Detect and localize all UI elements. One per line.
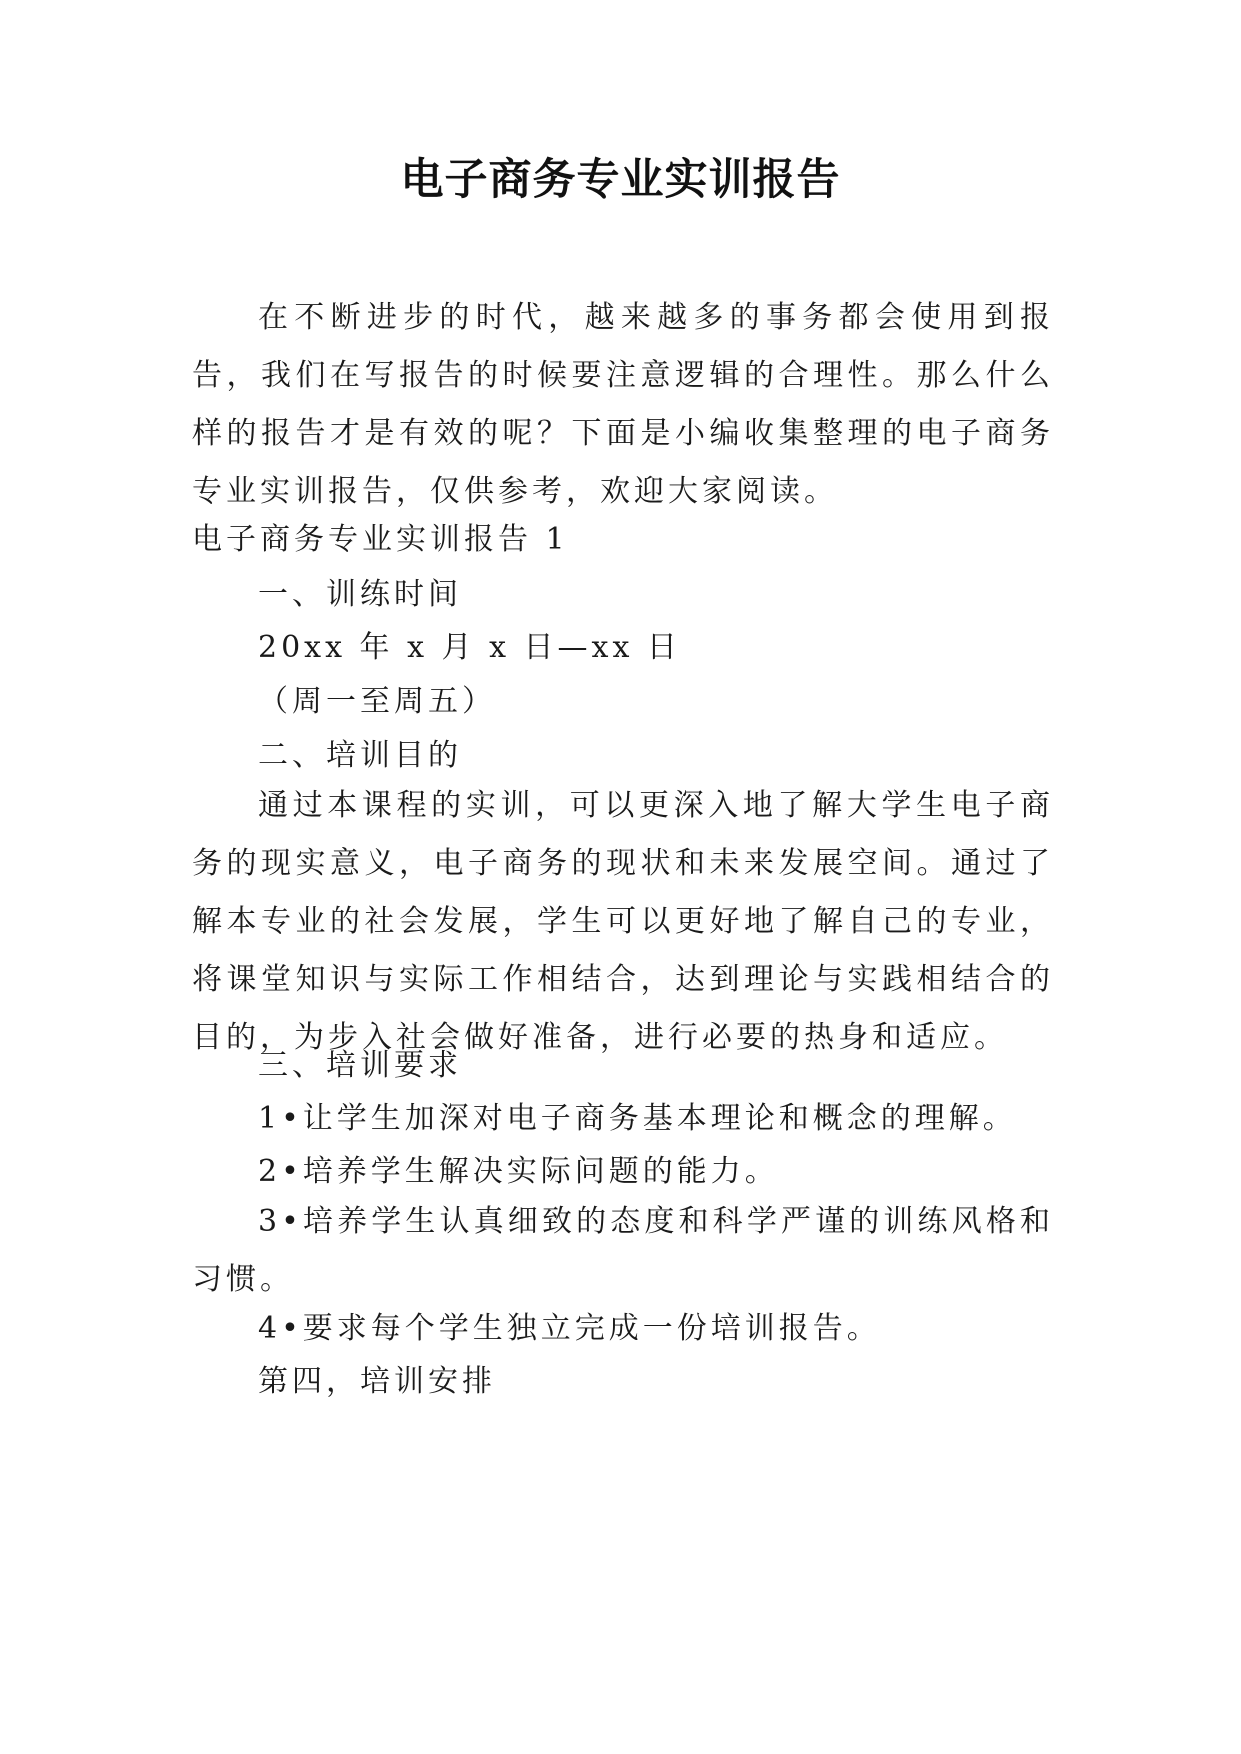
requirement-item: 3•培养学生认真细致的态度和科学严谨的训练风格和习惯。 [192,1204,1054,1297]
requirement-item: 2•培养学生解决实际问题的能力。 [258,1154,779,1189]
requirement-item: 4•要求每个学生独立完成一份培训报告。 [258,1311,881,1346]
intro-paragraph: 在不断进步的时代，越来越多的事务都会使用到报告，我们在写报告的时候要注意逻辑的合理性。那么什么样的报告才是有效的呢？下面是小编收集整理的电子商务专业实训报告，仅供参考，欢迎大家阅读。 [192,300,1054,509]
part3-heading: 三、培训要求 [258,1048,462,1083]
section-heading: 电子商务专业实训报告 1 [192,522,569,557]
part1-heading: 一、训练时间 [258,577,462,612]
requirement-item: 1•让学生加深对电子商务基本理论和概念的理解。 [258,1101,1017,1136]
training-date: 20xx 年 x 月 x 日—xx 日 [258,630,681,665]
document-title: 电子商务专业实训报告 [400,155,841,205]
training-days: （周一至周五） [258,684,496,719]
part2-heading: 二、培训目的 [258,738,462,773]
part2-paragraph: 通过本课程的实训，可以更深入地了解大学生电子商务的现实意义，电子商务的现状和未来发展空间。通过了解本专业的社会发展，学生可以更好地了解自己的专业，将课堂知识与实际工作相结合，达到理论与实践相结合的目的，为步入社会做好准备，进行必要的热身和适应。 [192,788,1054,1055]
part4-heading: 第四，培训安排 [258,1364,496,1399]
